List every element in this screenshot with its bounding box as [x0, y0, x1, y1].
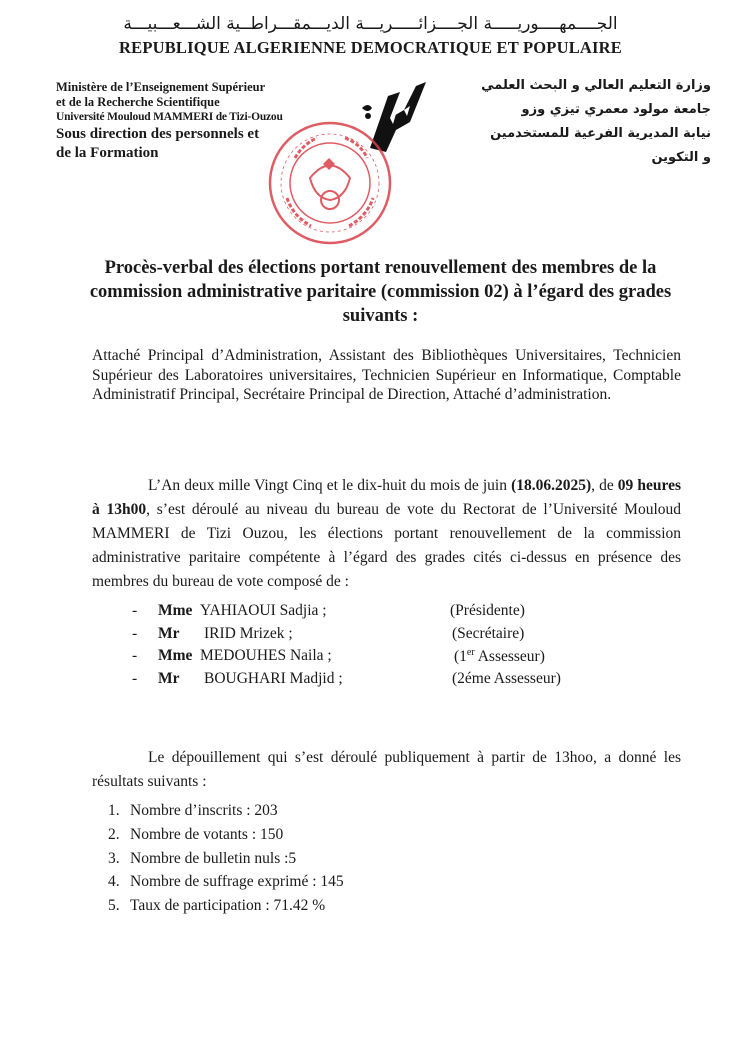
opening-text-3: , s’est déroulé au niveau du bureau de vote du Rectorat de l’Université Mouloud MAMMERI de Tizi Ouzou, les élections portant renouvellement de la commission administrative paritaire compétente à l’égard des grades cités ci-dessus en présence des membres du bureau de vote composé de : [92, 501, 682, 590]
member-title: Mr [158, 624, 180, 642]
member-row [132, 625, 652, 648]
member-name: MEDOUHES Naila ; [200, 647, 332, 664]
member-name: YAHIAOUI Sadjia ; [200, 602, 327, 619]
list-dash: - [132, 602, 138, 619]
arabic-subdirection-line-2: و التكوين [651, 150, 711, 165]
grades-list: Attaché Principal d’Administration, Assistant des Bibliothèques Universitaires, Technicien Supérieur des Laboratoires universitaires, Technicien Supérieur en Informatique, Comptable Administratif Principal, Secrétaire Principal de Direction, Attaché d’administration. [92, 347, 681, 403]
result-text: Taux de participation : 71.42 % [130, 897, 326, 915]
opening-paragraph [92, 474, 681, 594]
election-time: 09 heures à 13h00 [92, 477, 681, 518]
member-row [132, 602, 652, 625]
document-title: Procès-verbal des élections portant renouvellement des membres de la commission administrative paritaire (commission 02) à l’égard des grades suivants : [89, 258, 672, 326]
arabic-subdirection-line-1: نيابة المديرية الفرعية للمستخدمين [490, 126, 711, 141]
member-role: (2éme Assesseur) [452, 669, 561, 687]
member-row [132, 670, 652, 693]
result-item [108, 850, 608, 874]
arabic-university: جامعة مولود معمري تيزي وزو [521, 102, 711, 117]
result-number: 5. [108, 897, 120, 915]
opening-text-1: L’An deux mille Vingt Cinq et le dix-huit du mois de juin [148, 477, 512, 494]
arabic-ministry-header [471, 74, 711, 170]
result-number: 2. [108, 825, 120, 843]
member-title: Mme [158, 602, 193, 619]
results-list [108, 802, 608, 921]
result-text: Nombre de votants : 150 [130, 825, 284, 843]
result-number: 4. [108, 873, 120, 891]
role-suffix: Assesseur) [474, 648, 545, 666]
result-item [108, 897, 608, 921]
ministry-line-2: et de la Recherche Scientifique [56, 95, 220, 109]
member-row [132, 647, 652, 670]
republic-title: REPUBLIQUE ALGERIENNE DEMOCRATIQUE ET POPULAIRE [119, 38, 622, 57]
result-number: 3. [108, 849, 120, 867]
official-stamp-icon [265, 118, 395, 248]
result-text: Nombre de bulletin nuls :5 [130, 849, 297, 867]
result-number: 1. [108, 802, 120, 819]
election-date: (18.06.2025) [511, 477, 592, 494]
list-dash: - [132, 624, 138, 642]
list-dash: - [132, 647, 138, 664]
counting-paragraph: Le dépouillement qui s’est déroulé publiquement à partir de 13hoo, a donné les résultats suivants : [92, 749, 681, 790]
ministry-line-1: Ministère de l’Enseignement Supérieur [56, 80, 266, 94]
role-superscript: er [466, 647, 475, 658]
list-dash: - [132, 669, 138, 687]
result-item [108, 873, 608, 897]
role-prefix: (1 [454, 648, 467, 666]
member-title: Mr [158, 669, 180, 687]
member-title: Mme [158, 647, 193, 664]
result-text: Nombre d’inscrits : 203 [130, 802, 278, 819]
result-text: Nombre de suffrage exprimé : 145 [130, 873, 344, 891]
member-name: BOUGHARI Madjid ; [204, 669, 343, 687]
polling-bureau-members [132, 602, 652, 692]
result-item [108, 826, 608, 850]
result-item [108, 802, 608, 826]
opening-text-2: , de [591, 477, 618, 494]
sub-direction-line-1: Sous direction des personnels et [56, 126, 260, 142]
arabic-republic-title: الجــــمهــــوريـــــة الجــــزائـــــريـــة الديـــمقـــراطــية الشـــعـــبيـــة [123, 14, 618, 34]
sub-direction-line-2: de la Formation [56, 145, 159, 161]
member-role [454, 647, 545, 666]
member-role: (Secrétaire) [452, 624, 525, 642]
member-role: (Présidente) [450, 602, 525, 619]
arabic-ministry: وزارة التعليم العالي و البحث العلمي [481, 78, 711, 93]
member-name: IRID Mrizek ; [204, 624, 293, 642]
university-name: Université Mouloud MAMMERI de Tizi-Ouzou [56, 111, 283, 123]
